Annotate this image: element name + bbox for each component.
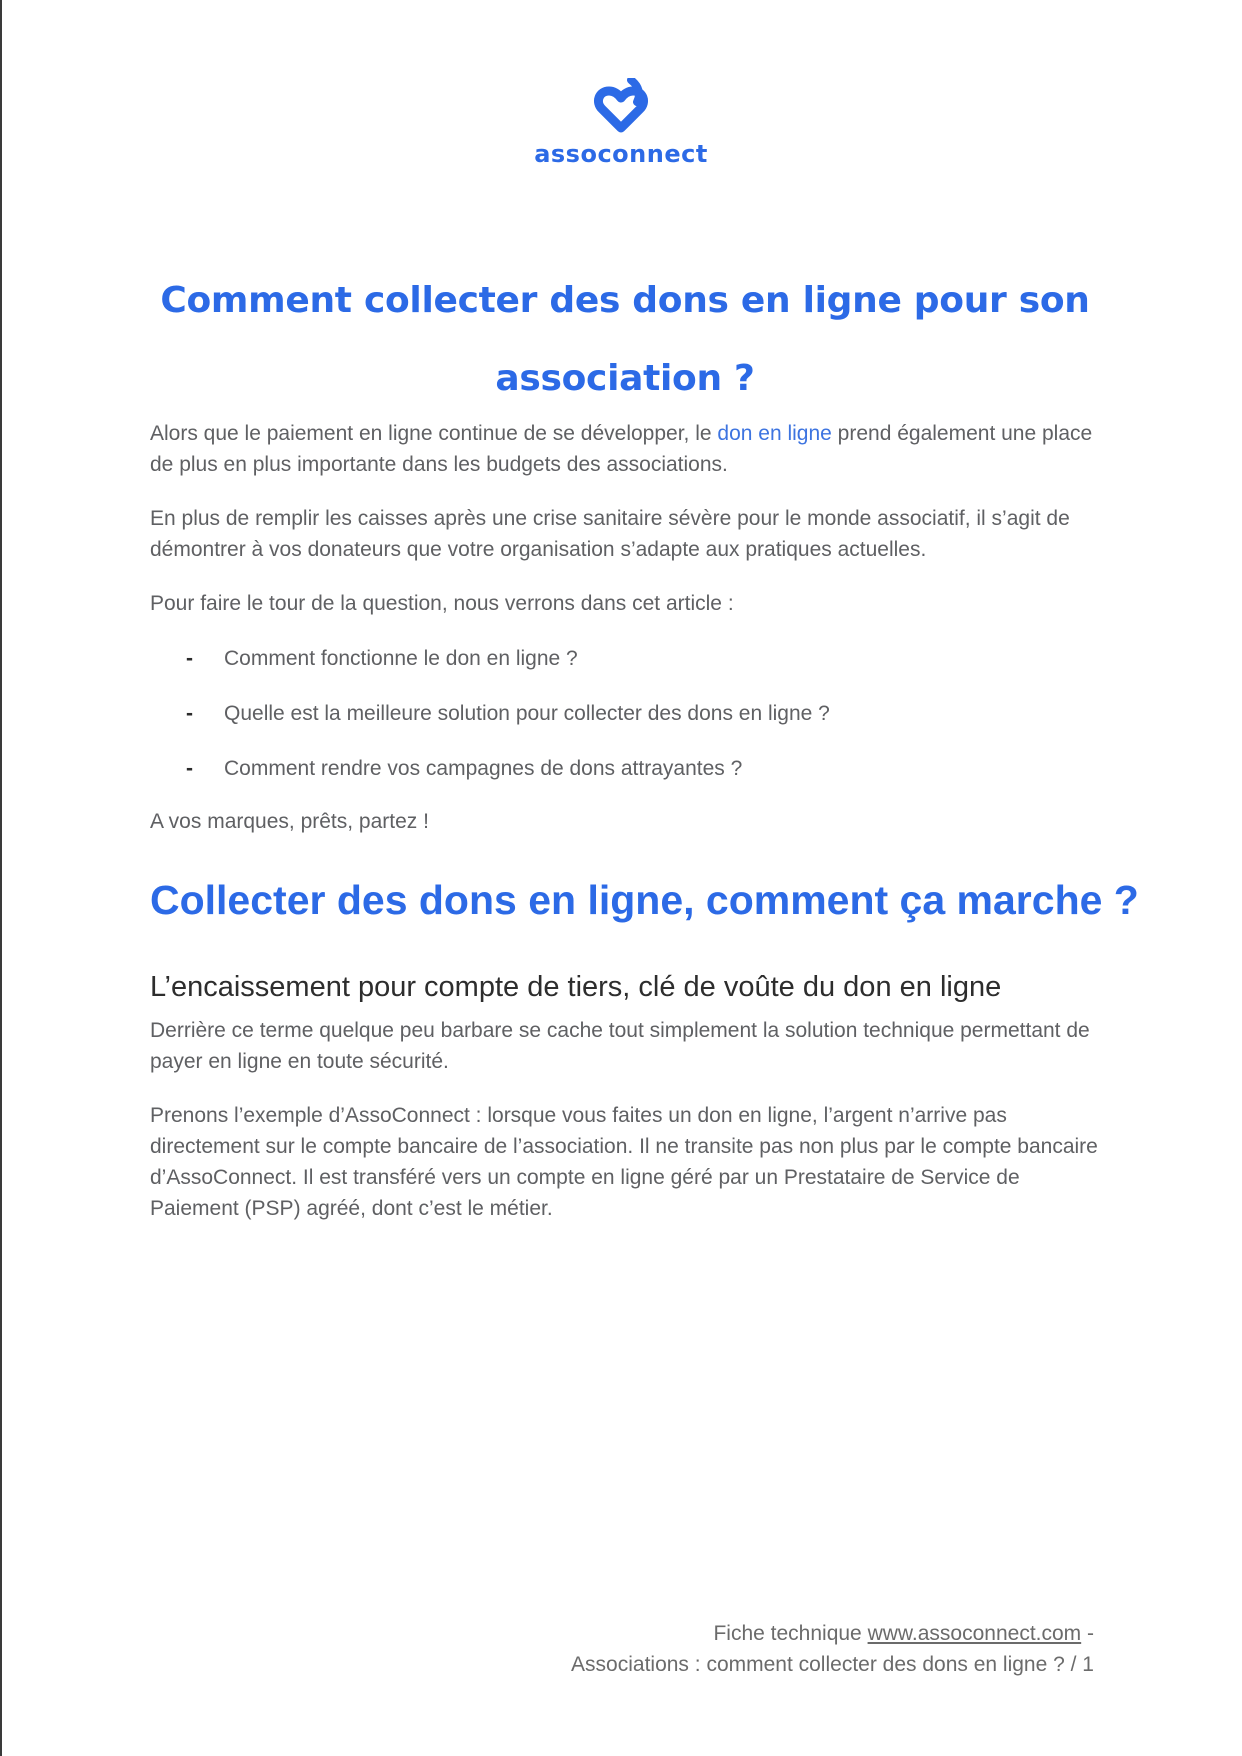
intro-paragraph-2: En plus de remplir les caisses après une crise sanitaire sévère pour le monde associatif, il s’agit de démontrer à vos donateurs que votre organisation s’adapte aux pratiques actuelles. — [150, 507, 1070, 561]
intro-paragraph-4: A vos marques, prêts, partez ! — [150, 810, 429, 833]
bullet-marker: - — [186, 647, 193, 670]
intro-paragraph-3: Pour faire le tour de la question, nous verrons dans cet article : — [150, 592, 734, 615]
bullet-marker: - — [186, 757, 193, 780]
bullet-marker: - — [186, 702, 193, 725]
intro-paragraph-1 — [150, 418, 1110, 480]
bullet-text: Comment rendre vos campagnes de dons attrayantes ? — [224, 757, 743, 780]
section-paragraph-1: Derrière ce terme quelque peu barbare se cache tout simplement la solution technique permettant de payer en ligne en toute sécurité. — [150, 1019, 1090, 1073]
assoconnect-logo-icon — [591, 78, 651, 134]
footer-subtitle: Associations : comment collecter des dons en ligne ? / 1 — [571, 1653, 1094, 1676]
page-title: Comment collecter des dons en ligne pour son association ? — [160, 280, 1090, 399]
don-en-ligne-link[interactable]: don en ligne — [717, 422, 832, 445]
intro-text-after-link: prend également une place de plus en plus importante dans les budgets des associations. — [150, 422, 1093, 476]
section-paragraph-2: Prenons l’exemple d’AssoConnect : lorsque vous faites un don en ligne, l’argent n’arrive pas directement sur le compte bancaire de l’association. Il ne transite pas non plus par le compte bancaire d’AssoConnect. Il est transféré vers un compte en ligne géré par un Prestataire de Service de Paiement (PSP) agréé, dont c’est le métier. — [150, 1104, 1098, 1220]
page-footer — [571, 1618, 1094, 1680]
page-left-edge — [0, 0, 2, 1756]
footer-website-link[interactable]: www.assoconnect.com — [867, 1622, 1082, 1645]
logo-wordmark: assoconnect — [534, 140, 708, 168]
section-heading: Collecter des dons en ligne, comment ça marche ? — [150, 877, 1139, 923]
assoconnect-logo[interactable] — [0, 78, 1242, 168]
footer-line-1 — [571, 1618, 1094, 1649]
footer-separator: - — [1081, 1622, 1094, 1645]
intro-text-before-link: Alors que le paiement en ligne continue de se développer, le — [150, 422, 718, 445]
bullet-text: Quelle est la meilleure solution pour collecter des dons en ligne ? — [224, 702, 830, 725]
bullet-text: Comment fonctionne le don en ligne ? — [224, 647, 578, 670]
footer-label: Fiche technique — [713, 1622, 868, 1645]
section-subheading: L’encaissement pour compte de tiers, clé de voûte du don en ligne — [150, 971, 1002, 1003]
